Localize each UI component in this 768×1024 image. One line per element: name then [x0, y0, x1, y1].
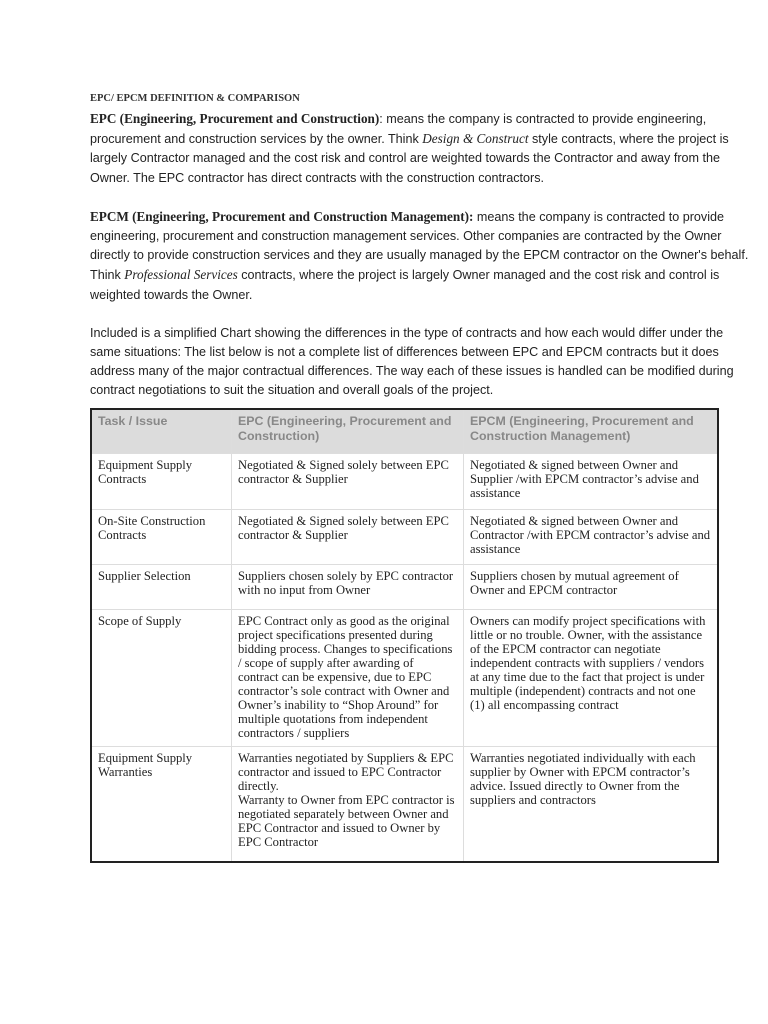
cell-epc: EPC Contract only as good as the original project specifications presented during bidding process. Changes to specifications / scope of supply after awarding of contract can be expensive, due to EPC contractor’s sole contract with Owner and Owner’s inability to “Shop Around” for multiple quotations from independent contractors / suppliers	[232, 609, 464, 746]
epcm-text-1: means the company is contracted to provide engineering, procurement and construction management services. Other companies are contracted by the Owner directly to provide construction services and they are usually managed by the EPCM contractor on the Owner's behalf. Think	[90, 209, 749, 283]
intro-paragraph: Included is a simplified Chart showing the differences in the type of contracts and how each would differ under the same situations: The list below is not a complete list of differences between EPC and EPCM contracts but it does address many of the major contractual differences. The way each of these issues is handled can be modified during contract negotiations to suit the situation and overall goals of the project.	[90, 325, 734, 398]
epcm-term: EPCM (Engineering, Procurement and Construction Management):	[90, 208, 474, 224]
header-epcm: EPCM (Engineering, Procurement and Construction Management)	[464, 409, 719, 453]
cell-epcm: Negotiated & signed between Owner and Supplier /with EPCM contractor’s advise and assistance	[464, 453, 719, 509]
header-task: Task / Issue	[91, 409, 232, 453]
table-row	[91, 453, 718, 509]
header-epc: EPC (Engineering, Procurement and Construction)	[232, 409, 464, 453]
document-body	[90, 92, 750, 420]
epc-text-1: : means the company is contracted to provide engineering, procurement and construction services by the owner. Think	[90, 112, 707, 147]
epcm-definition	[90, 207, 750, 305]
cell-epcm: Negotiated & signed between Owner and Contractor /with EPCM contractor’s advise and assistance	[464, 509, 719, 564]
table-row	[91, 746, 718, 862]
cell-epcm: Owners can modify project specifications with little or no trouble. Owner, with the assistance of the EPCM contractor can negotiate independent contracts with suppliers / vendors at any time due to the fact that project is under multiple (independent) contracts and not one (1) all encompassing contract	[464, 609, 719, 746]
table-header-row	[91, 409, 718, 453]
cell-task: Equipment Supply Contracts	[91, 453, 232, 509]
epcm-emphasis: Professional Services	[124, 267, 238, 283]
epc-text-2: style contracts, where the project is largely Contractor managed and the cost risk and control are weighted towards the Contractor and away from the Owner. The EPC contractor has direct contracts with the construction contractors.	[90, 132, 729, 185]
document-heading: EPC/ EPCM DEFINITION & COMPARISON	[90, 93, 300, 104]
cell-task: Equipment Supply Warranties	[91, 746, 232, 862]
cell-task: On-Site Construction Contracts	[91, 509, 232, 564]
cell-epc: Suppliers chosen solely by EPC contractor with no input from Owner	[232, 564, 464, 609]
cell-task: Supplier Selection	[91, 564, 232, 609]
cell-epc: Warranties negotiated by Suppliers & EPC contractor and issued to EPC Contractor directly. Warranty to Owner from EPC contractor is negotiated separately between Owner and EPC Contractor and issued to Owner by EPC Contractor	[232, 746, 464, 862]
cell-epc: Negotiated & Signed solely between EPC contractor & Supplier	[232, 509, 464, 564]
epc-emphasis: Design & Construct	[422, 131, 529, 147]
table-row	[91, 609, 718, 746]
cell-epcm: Suppliers chosen by mutual agreement of Owner and EPCM contractor	[464, 564, 719, 609]
table-row	[91, 509, 718, 564]
cell-epc: Negotiated & Signed solely between EPC contractor & Supplier	[232, 453, 464, 509]
table-row	[91, 564, 718, 609]
cell-epcm: Warranties negotiated individually with each supplier by Owner with EPCM contractor’s advice. Issued directly to Owner from the suppliers and contractors	[464, 746, 719, 862]
epcm-text-2: contracts, where the project is largely Owner managed and the cost risk and control is weighted towards the Owner.	[90, 268, 720, 302]
epc-term: EPC (Engineering, Procurement and Construction)	[90, 111, 380, 126]
epc-definition	[90, 109, 750, 188]
comparison-table	[90, 408, 719, 863]
cell-task: Scope of Supply	[91, 609, 232, 746]
